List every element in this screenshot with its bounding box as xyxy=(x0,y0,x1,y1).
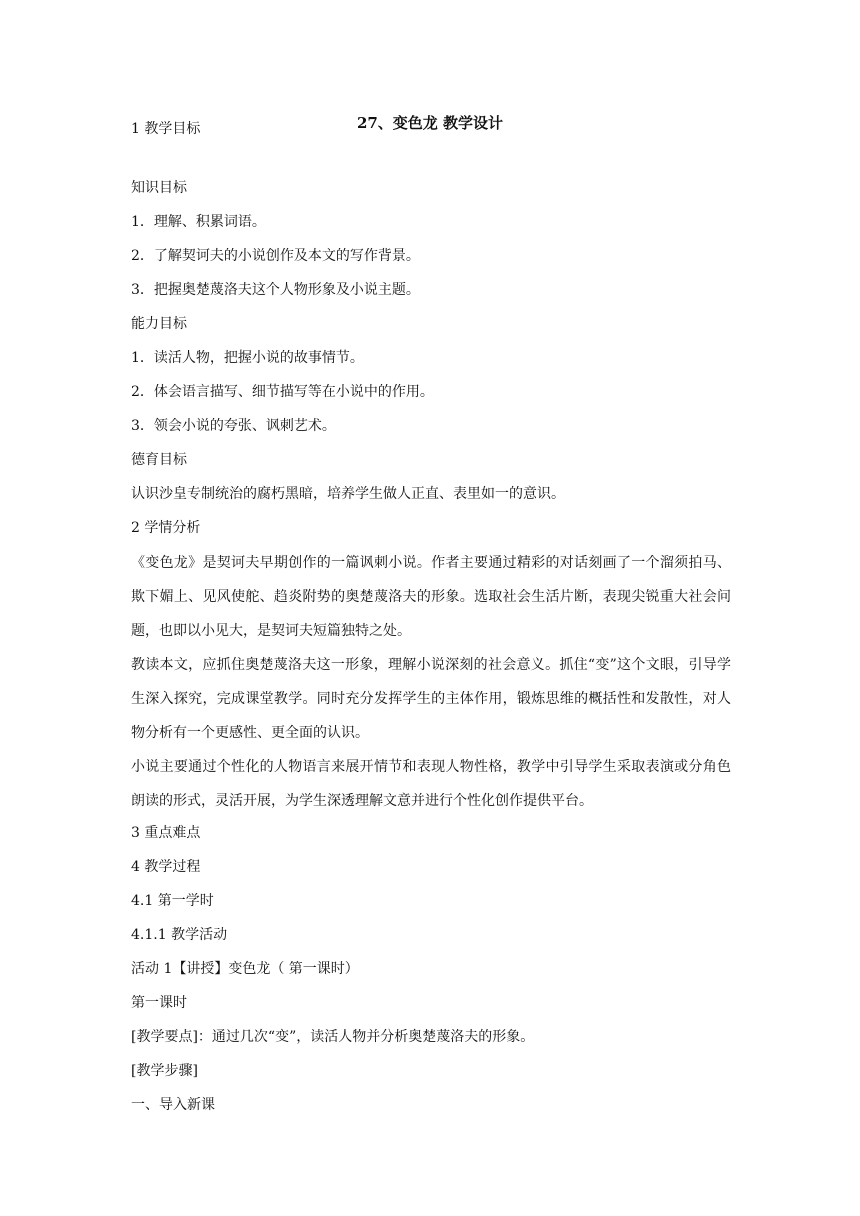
ability-item-1: 1．读活人物，把握小说的故事情节。 xyxy=(131,350,364,366)
document-title: 27、变色龙 教学设计 xyxy=(356,114,504,132)
heading-process: 4 教学过程 xyxy=(131,859,201,875)
key-points: [教学要点]：通过几次“变”，读活人物并分析奥楚蔑洛夫的形象。 xyxy=(131,1029,535,1045)
heading-analysis: 2 学情分析 xyxy=(131,520,201,536)
knowledge-heading: 知识目标 xyxy=(131,180,187,196)
analysis-paragraph-1: 《变色龙》是契诃夫早期创作的一篇讽刺小说。作者主要通过精彩的对话刻画了一个溜须拍马、欺下媚上、见风使舵、趋炎附势的奥楚蔑洛夫的形象。选取社会生活片断，表现尖锐重大社会问题，也即以小见大，是契诃夫短篇独特之处。 xyxy=(131,555,731,639)
heading-difficulty: 3 重点难点 xyxy=(131,825,201,841)
analysis-paragraph-3: 小说主要通过个性化的人物语言来展开情节和表现人物性格，教学中引导学生采取表演或分角色朗读的形式，灵活开展，为学生深透理解文意并进行个性化创作提供平台。 xyxy=(131,759,731,809)
activity-1: 活动 1【讲授】变色龙（ 第一课时） xyxy=(131,961,359,977)
knowledge-item-3: 3．把握奥楚蔑洛夫这个人物形象及小说主题。 xyxy=(131,282,420,298)
moral-heading: 德育目标 xyxy=(131,452,187,468)
ability-item-2: 2．体会语言描写、细节描写等在小说中的作用。 xyxy=(131,384,434,400)
section-4-1-1: 4.1.1 教学活动 xyxy=(131,927,228,943)
knowledge-item-2: 2．了解契诃夫的小说创作及本文的写作背景。 xyxy=(131,248,420,264)
teaching-steps: [教学步骤] xyxy=(131,1063,198,1079)
heading-objectives: 1 教学目标 xyxy=(131,121,201,137)
intro-heading: 一、导入新课 xyxy=(131,1097,215,1113)
ability-item-3: 3．领会小说的夸张、讽刺艺术。 xyxy=(131,418,336,434)
knowledge-item-1: 1．理解、积累词语。 xyxy=(131,214,266,230)
moral-text: 认识沙皇专制统治的腐朽黑暗，培养学生做人正直、表里如一的意识。 xyxy=(131,486,565,502)
section-4-1: 4.1 第一学时 xyxy=(131,893,214,909)
ability-heading: 能力目标 xyxy=(131,316,187,332)
analysis-paragraph-2: 教读本文，应抓住奥楚蔑洛夫这一形象，理解小说深刻的社会意义。抓住“变”这个文眼，引导学生深入探究，完成课堂教学。同时充分发挥学生的主体作用，锻炼思维的概括性和发散性，对人物分析有一个更感性、更全面的认识。 xyxy=(131,657,731,741)
first-lesson: 第一课时 xyxy=(131,995,187,1011)
